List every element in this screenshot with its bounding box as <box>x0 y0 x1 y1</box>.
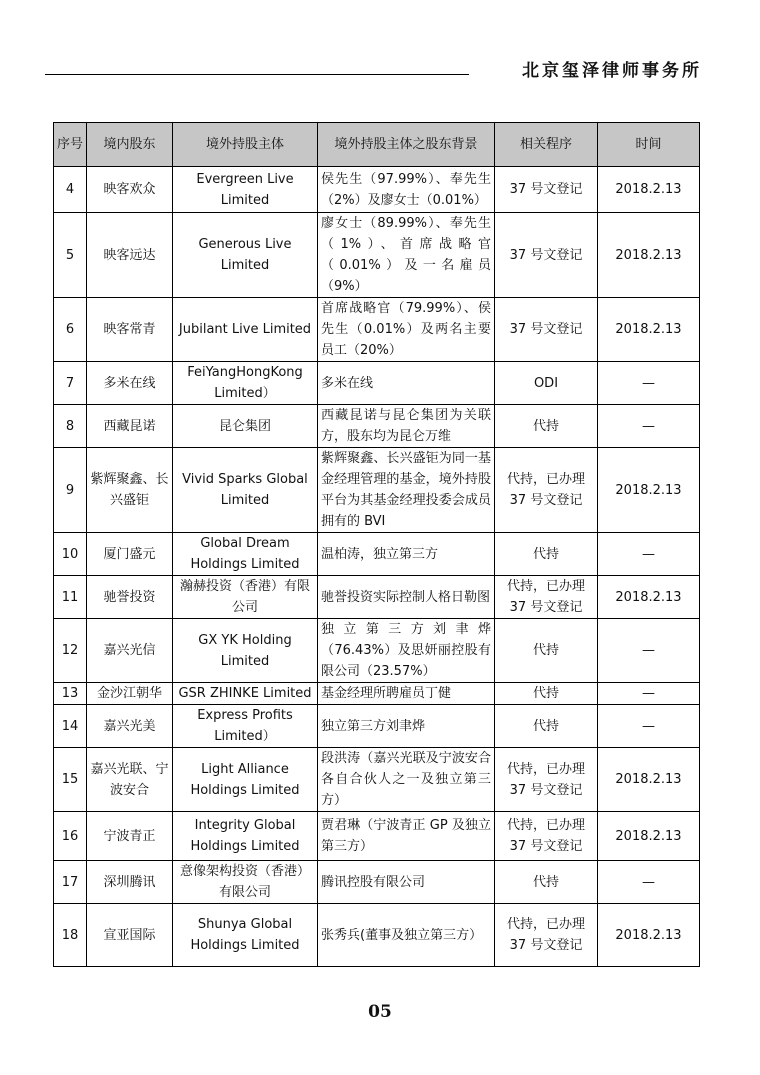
cell-offshore: Light Alliance Holdings Limited <box>173 748 318 812</box>
cell-no: 12 <box>54 619 87 683</box>
cell-offshore: 昆仑集团 <box>173 405 318 448</box>
header-no: 序号 <box>54 123 87 167</box>
cell-date: 2018.2.13 <box>598 213 700 298</box>
cell-offshore: GSR ZHINKE Limited <box>173 683 318 705</box>
cell-domestic: 映客远达 <box>87 213 173 298</box>
cell-procedure: 37 号文登记 <box>495 167 598 213</box>
cell-domestic: 紫辉聚鑫、长兴盛钜 <box>87 448 173 533</box>
cell-no: 16 <box>54 812 87 861</box>
cell-date: 2018.2.13 <box>598 812 700 861</box>
cell-background: 独立第三方刘聿烨 <box>318 705 495 748</box>
cell-procedure: 37 号文登记 <box>495 298 598 362</box>
cell-no: 10 <box>54 533 87 576</box>
cell-date: 2018.2.13 <box>598 167 700 213</box>
table-row <box>54 362 700 405</box>
table-row <box>54 533 700 576</box>
table-row <box>54 904 700 967</box>
cell-no: 15 <box>54 748 87 812</box>
cell-date: 2018.2.13 <box>598 576 700 619</box>
cell-offshore: Integrity Global Holdings Limited <box>173 812 318 861</box>
cell-domestic: 金沙江朝华 <box>87 683 173 705</box>
cell-procedure: 代持，已办理 37 号文登记 <box>495 448 598 533</box>
cell-procedure: 37 号文登记 <box>495 213 598 298</box>
cell-background: 独立第三方刘聿烨（76.43%）及思妍丽控股有限公司（23.57%） <box>318 619 495 683</box>
cell-background: 侯先生（97.99%）、奉先生（2%）及廖女士（0.01%） <box>318 167 495 213</box>
header-date: 时间 <box>598 123 700 167</box>
cell-domestic: 嘉兴光美 <box>87 705 173 748</box>
header-background: 境外持股主体之股东背景 <box>318 123 495 167</box>
cell-background: 张秀兵(董事及独立第三方） <box>318 904 495 967</box>
cell-no: 18 <box>54 904 87 967</box>
cell-no: 6 <box>54 298 87 362</box>
shareholder-table <box>53 122 700 967</box>
cell-offshore: Global Dream Holdings Limited <box>173 533 318 576</box>
cell-offshore: Express Profits Limited） <box>173 705 318 748</box>
table-row <box>54 405 700 448</box>
cell-offshore: GX YK Holding Limited <box>173 619 318 683</box>
cell-procedure: 代持，已办理 37 号文登记 <box>495 576 598 619</box>
cell-no: 17 <box>54 861 87 904</box>
cell-background: 首席战略官（79.99%）、侯先生（0.01%）及两名主要员工（20%） <box>318 298 495 362</box>
cell-domestic: 嘉兴光联、宁波安合 <box>87 748 173 812</box>
cell-background: 基金经理所聘雇员丁健 <box>318 683 495 705</box>
cell-domestic: 深圳腾讯 <box>87 861 173 904</box>
cell-procedure: 代持 <box>495 705 598 748</box>
cell-offshore: Evergreen Live Limited <box>173 167 318 213</box>
header-domestic: 境内股东 <box>87 123 173 167</box>
cell-background: 腾讯控股有限公司 <box>318 861 495 904</box>
cell-domestic: 多米在线 <box>87 362 173 405</box>
cell-date: — <box>598 362 700 405</box>
table-row <box>54 298 700 362</box>
table-row <box>54 619 700 683</box>
cell-no: 9 <box>54 448 87 533</box>
table-row <box>54 861 700 904</box>
cell-no: 14 <box>54 705 87 748</box>
cell-procedure: 代持，已办理 37 号文登记 <box>495 904 598 967</box>
cell-domestic: 厦门盛元 <box>87 533 173 576</box>
header-rule <box>45 74 469 75</box>
cell-procedure: 代持 <box>495 619 598 683</box>
cell-date: — <box>598 619 700 683</box>
cell-background: 紫辉聚鑫、长兴盛钜为同一基金经理管理的基金，境外持股平台为其基金经理投委会成员拥有的 BVI <box>318 448 495 533</box>
cell-date: 2018.2.13 <box>598 748 700 812</box>
cell-offshore: 意像架构投资（香港）有限公司 <box>173 861 318 904</box>
cell-domestic: 宁波青正 <box>87 812 173 861</box>
table-row <box>54 683 700 705</box>
cell-date: 2018.2.13 <box>598 298 700 362</box>
table-row <box>54 167 700 213</box>
cell-domestic: 嘉兴光信 <box>87 619 173 683</box>
cell-background: 驰誉投资实际控制人格日勒图 <box>318 576 495 619</box>
cell-domestic: 西藏昆诺 <box>87 405 173 448</box>
cell-date: — <box>598 705 700 748</box>
cell-procedure: 代持 <box>495 683 598 705</box>
cell-domestic: 映客欢众 <box>87 167 173 213</box>
cell-background: 多米在线 <box>318 362 495 405</box>
cell-date: — <box>598 861 700 904</box>
header-procedure: 相关程序 <box>495 123 598 167</box>
table-row <box>54 748 700 812</box>
cell-domestic: 驰誉投资 <box>87 576 173 619</box>
cell-procedure: ODI <box>495 362 598 405</box>
cell-date: 2018.2.13 <box>598 448 700 533</box>
cell-domestic: 宣亚国际 <box>87 904 173 967</box>
cell-date: — <box>598 683 700 705</box>
table-row <box>54 812 700 861</box>
cell-no: 11 <box>54 576 87 619</box>
cell-no: 7 <box>54 362 87 405</box>
cell-background: 西藏昆诺与昆仑集团为关联方，股东均为昆仑万维 <box>318 405 495 448</box>
cell-background: 温柏涛，独立第三方 <box>318 533 495 576</box>
cell-no: 4 <box>54 167 87 213</box>
cell-domestic: 映客常青 <box>87 298 173 362</box>
cell-offshore: Jubilant Live Limited <box>173 298 318 362</box>
cell-date: — <box>598 405 700 448</box>
cell-background: 廖女士（89.99%）、奉先生（1%）、首席战略官（0.01%）及一名雇员（9%） <box>318 213 495 298</box>
cell-no: 8 <box>54 405 87 448</box>
cell-offshore: FeiYangHongKong Limited） <box>173 362 318 405</box>
table-row <box>54 576 700 619</box>
cell-offshore: 瀚赫投资（香港）有限公司 <box>173 576 318 619</box>
cell-date: — <box>598 533 700 576</box>
table-row <box>54 705 700 748</box>
cell-background: 段洪涛（嘉兴光联及宁波安合各自合伙人之一及独立第三方） <box>318 748 495 812</box>
header-offshore: 境外持股主体 <box>173 123 318 167</box>
cell-date: 2018.2.13 <box>598 904 700 967</box>
table-row <box>54 448 700 533</box>
cell-offshore: Shunya Global Holdings Limited <box>173 904 318 967</box>
cell-procedure: 代持 <box>495 533 598 576</box>
table-header-row <box>54 123 700 167</box>
page-number: 05 <box>368 1002 392 1022</box>
cell-no: 13 <box>54 683 87 705</box>
cell-offshore: Generous Live Limited <box>173 213 318 298</box>
cell-offshore: Vivid Sparks Global Limited <box>173 448 318 533</box>
cell-no: 5 <box>54 213 87 298</box>
cell-background: 贾君琳（宁波青正 GP 及独立第三方） <box>318 812 495 861</box>
cell-procedure: 代持 <box>495 861 598 904</box>
table-row <box>54 213 700 298</box>
firm-name: 北京玺泽律师事务所 <box>522 61 702 81</box>
cell-procedure: 代持 <box>495 405 598 448</box>
cell-procedure: 代持，已办理 37 号文登记 <box>495 748 598 812</box>
cell-procedure: 代持，已办理 37 号文登记 <box>495 812 598 861</box>
